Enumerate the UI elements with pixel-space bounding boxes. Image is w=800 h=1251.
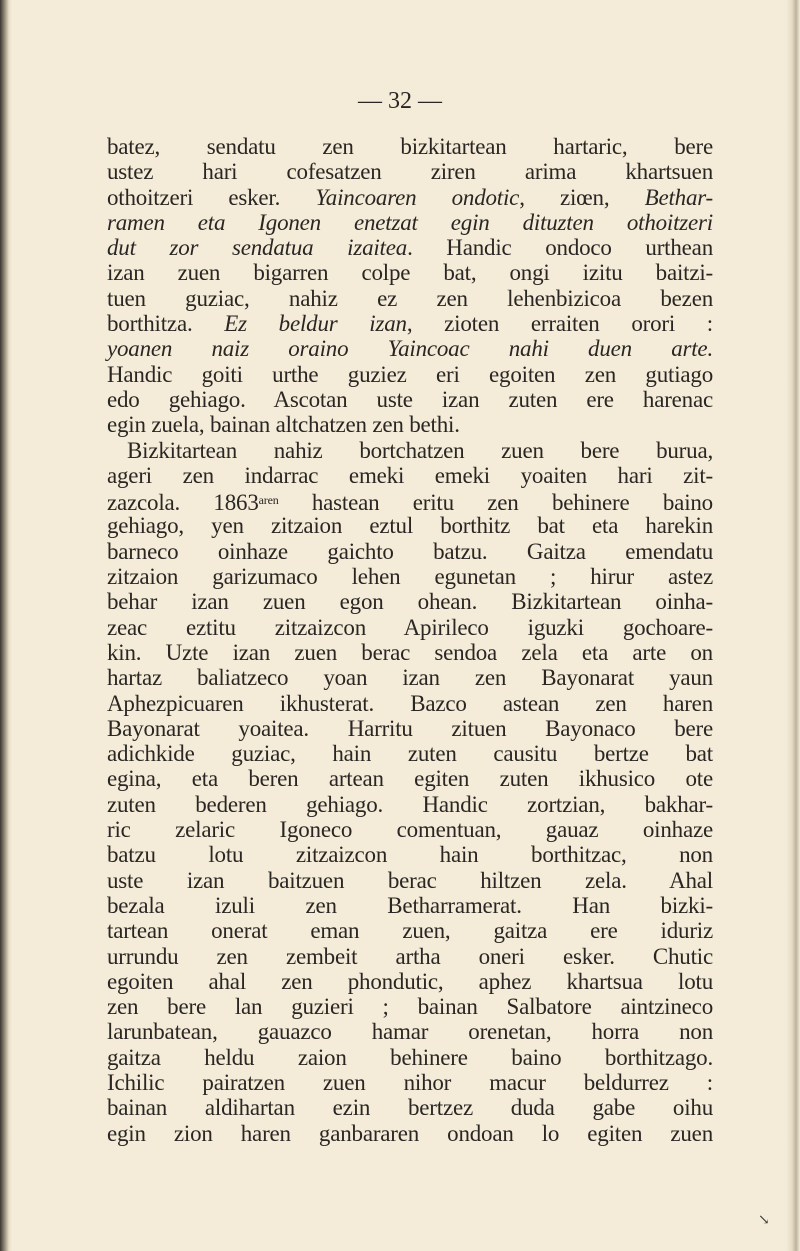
text-segment: Ichilic pairatzen zuen nihor macur beldurrez : [107,1069,713,1095]
text-segment: zeac eztitu zitzaizcon Apirileco iguzki gochoare- [107,614,713,640]
text-segment: ustez hari cofesatzen ziren arima khartsuen [107,159,713,185]
text-segment: egoiten ahal zen phondutic, aphez khartsua lotu [107,968,713,994]
text-line [107,185,713,210]
italic-text: ramen eta Igonen enetzat egin dituzten othoitzeri [107,209,713,235]
text-segment: batzu lotu zitzaizcon hain borthitzac, non [107,842,713,868]
italic-text: yoanen naiz oraino Yaincoac nahi duen arte. [107,336,713,362]
text-line [107,741,713,766]
text-line [107,589,713,614]
page-number: — 32 — [358,88,442,114]
text-segment: edo gehiago. Ascotan uste izan zuten ere harenac [107,386,713,412]
text-line [107,994,713,1019]
text-segment: gehiago, yen zitzaion eztul borthitz bat eta harekin [107,513,713,539]
text-segment: bezala izuli zen Betharramerat. Han bizki- [107,892,713,918]
text-line [107,792,713,817]
text-line [107,1095,713,1120]
text-line [107,134,713,159]
italic-text: dut zor sendatua izaitea [107,235,408,261]
italic-text: Ez beldur izan [224,311,407,337]
text-line [107,387,713,412]
text-segment: barneco oinhaze gaichto batzu. Gaitza emendatu [107,538,713,564]
text-line [107,615,713,640]
text-segment: zuten bederen gehiago. Handic zortzian, bakhar- [107,791,713,817]
text-line [107,539,713,564]
text-segment: batez, sendatu zen bizkitartean hartaric, bere [107,134,713,159]
text-line [107,210,713,235]
text-segment: othoitzeri esker. [107,184,316,210]
text-segment: gaitza heldu zaion behinere baino borthitzago. [107,1044,713,1070]
text-segment: tuen guziac, nahiz ez zen lehenbizicoa bezen [107,285,713,311]
italic-text: Yaincoaren ondotic [315,184,520,210]
text-segment: uste izan baitzuen berac hiltzen zela. Ahal [107,867,713,893]
stray-mark: ↘ [758,1213,770,1228]
text-line [107,868,713,893]
text-line [107,336,713,361]
text-segment: adichkide guziac, hain zuten causitu bertze bat [107,741,713,767]
text-segment: Handic goiti urthe guziez eri egoiten zen gutiago [107,361,713,387]
text-line [107,311,713,336]
text-line [107,1070,713,1095]
text-segment: egina, eta beren artean egiten zuten ikhusico ote [107,766,713,792]
page-right-edge [786,0,800,1251]
text-segment: borthitza. [107,311,225,337]
text-line [107,564,713,589]
text-line [107,1019,713,1044]
text-segment: Bizkitartean nahiz bortchatzen zuen bere burua, [127,437,713,463]
text-segment: zazcola. 1863 [107,490,259,516]
text-segment: hartaz baliatzeco yoan izan zen Bayonarat yaun [107,665,713,691]
text-line [107,488,713,516]
text-line [107,691,713,716]
text-line [107,817,713,842]
text-segment: Bayonarat yoaitea. Harritu zituen Bayonaco bere [107,715,713,741]
text-line [107,1121,713,1146]
text-line [107,412,713,437]
text-line [107,766,713,791]
page-binding-edge [0,0,12,1251]
text-line [107,463,713,488]
text-line [107,944,713,969]
text-segment: , ziœn, [519,184,645,210]
text-line [107,260,713,285]
text-segment: hastean eritu zen behinere baino [278,490,713,516]
text-line [107,438,713,463]
text-line [107,235,713,260]
text-segment: egin zion haren ganbararen ondoan lo egiten zuen [107,1120,713,1146]
text-line [107,640,713,665]
text-line [107,1045,713,1070]
text-segment: zen bere lan guzieri ; bainan Salbatore aintzineco [107,994,713,1020]
text-segment: tartean onerat eman zuen, gaitza ere iduriz [107,918,713,944]
text-segment: zitzaion garizumaco lehen egunetan ; hirur astez [107,564,713,590]
text-segment: kin. Uzte izan zuen berac sendoa zela eta arte on [107,639,713,665]
superscript-text: aren [258,493,279,508]
text-line [107,665,713,690]
italic-text: Bethar- [644,184,713,210]
body-text [107,134,713,1146]
text-segment: Aphezpicuaren ikhusterat. Bazco astean zen haren [107,690,713,716]
text-segment: izan zuen bigarren colpe bat, ongi izitu baitzi- [107,260,713,286]
text-line [107,286,713,311]
text-segment: behar izan zuen egon ohean. Bizkitartean oinha- [107,589,713,615]
text-segment: , zioten erraiten orori : [406,311,714,337]
text-line [107,842,713,867]
text-line [107,513,713,538]
text-segment: egin zuela, bainan altchatzen zen bethi. [107,412,460,438]
text-segment: larunbatean, gauazco hamar orenetan, horra non [107,1019,713,1045]
text-line [107,159,713,184]
text-segment: . Handic ondoco urthean [407,235,713,261]
text-line [107,893,713,918]
text-line [107,716,713,741]
text-segment: bainan aldihartan ezin bertzez duda gabe oihu [107,1095,713,1121]
text-segment: urrundu zen zembeit artha oneri esker. Chutic [107,943,713,969]
text-line [107,362,713,387]
text-line [107,918,713,943]
text-line [107,969,713,994]
text-segment: ageri zen indarrac emeki emeki yoaiten hari zit- [107,462,713,488]
text-segment: ric zelaric Igoneco comentuan, gauaz oinhaze [107,817,713,843]
